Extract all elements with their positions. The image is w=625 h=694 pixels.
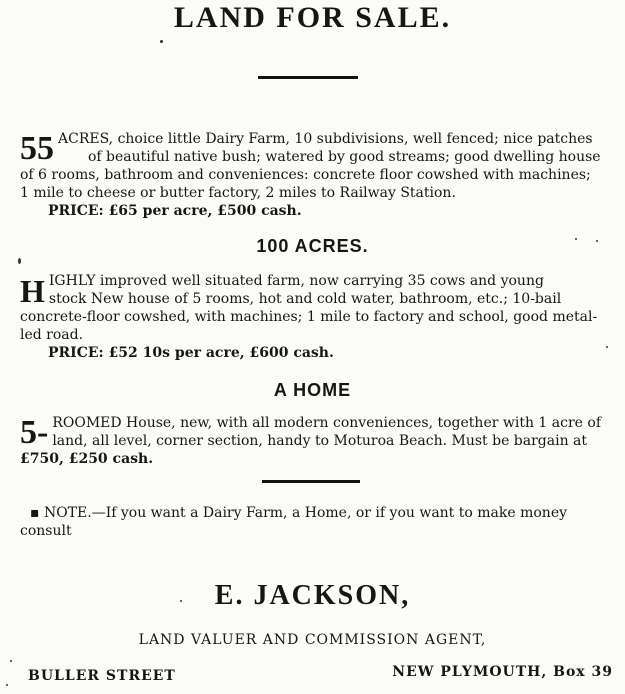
dropcap-letter: H (20, 273, 45, 309)
agent-name: E. JACKSON, (214, 580, 411, 611)
section-heading: 100 ACRES. (256, 236, 369, 256)
note-line (30, 504, 625, 522)
ink-speck (10, 660, 12, 662)
listing-line: of 6 rooms, bathroom and conveniences: concrete floor cowshed with machines; (20, 167, 591, 183)
note (20, 504, 625, 540)
ink-speck (6, 684, 8, 686)
listing-line: 1 mile to cheese or butter factory, 2 miles to Railway Station. (20, 185, 456, 201)
listing-line: led road. (20, 327, 84, 343)
listing-price: £750, £250 cash. (20, 451, 154, 467)
ink-speck (596, 240, 598, 242)
divider-top (258, 76, 358, 79)
listing-line: ROOMED House, new, with all modern conveniences, together with 1 acre of (52, 415, 602, 431)
ink-speck (575, 238, 577, 240)
listing-line: concrete-floor cowshed, with machines; 1 mile to factory and school, good metal- (20, 309, 598, 325)
footer-right: NEW PLYMOUTH, Box 39 (392, 664, 613, 680)
footer-left: BULLER STREET (28, 668, 176, 684)
listing-price: PRICE: £65 per acre, £500 cash. (48, 203, 302, 219)
listing-home (20, 414, 623, 468)
listing-line: of beautiful native bush; watered by good streams; good dwelling house (88, 149, 601, 165)
agent-title: LAND VALUER AND COMMISSION AGENT, (138, 632, 487, 648)
listing-line: IGHLY improved well situated farm, now carrying 35 cows and young (48, 273, 544, 289)
bullet-icon: ▪ (30, 505, 44, 521)
note-line: consult (20, 523, 72, 539)
note-text: NOTE.—If you want a Dairy Farm, a Home, or if you want to make money (43, 505, 568, 521)
ink-speck (180, 600, 182, 602)
listing-price: PRICE: £52 10s per acre, £600 cash. (48, 345, 334, 361)
page-title: LAND FOR SALE. (173, 1, 452, 34)
section-heading: A HOME (273, 380, 352, 400)
listing-number: 55 (20, 130, 54, 167)
ink-speck (160, 40, 163, 43)
ink-speck (606, 346, 608, 348)
listing-number: 5- (20, 414, 49, 451)
listing-55-acres (20, 130, 623, 220)
listing-100-acres (20, 272, 623, 362)
divider-middle (262, 480, 360, 483)
listing-line: stock New house of 5 rooms, hot and cold water, bathroom, etc.; 10-bail (48, 291, 562, 307)
listing-line: land, all level, corner section, handy to Moturoa Beach. Must be bargain at (52, 433, 588, 449)
ink-speck (18, 258, 21, 264)
listing-line: ACRES, choice little Dairy Farm, 10 subdivisions, well fenced; nice patches (58, 131, 593, 147)
